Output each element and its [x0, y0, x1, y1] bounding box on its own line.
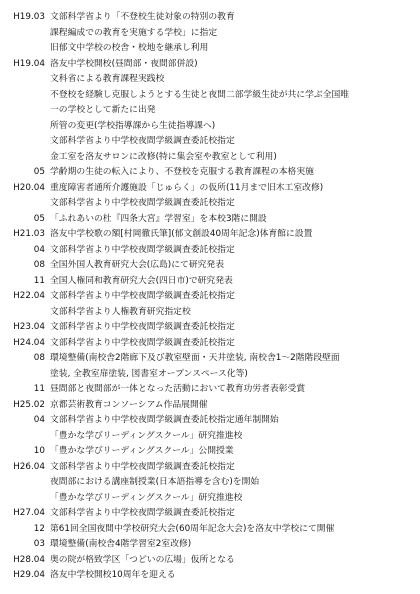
timeline-date: 05 — [33, 213, 45, 224]
timeline-row — [0, 274, 420, 290]
timeline-row — [0, 491, 420, 507]
timeline-text: 文部科学省より中学校夜間学級調査委託校指定 — [50, 461, 235, 472]
timeline-text: 文部科学省より中学校夜間学級調査委託校指定 — [50, 244, 235, 255]
timeline-text: 一の学校として新たに出発 — [50, 105, 156, 115]
timeline-text: 課程編成での教育を実施する学校」に指定 — [50, 27, 218, 38]
timeline-row — [0, 382, 420, 398]
timeline-row — [0, 537, 420, 553]
timeline-text: 文部科学省より中学校夜間学級調査委託校指定 — [50, 508, 235, 518]
timeline-row — [0, 212, 420, 228]
timeline-text: 文科省による教育課程実践校 — [50, 74, 165, 84]
timeline-text: 環境整備(南校舎4階学習室2室改修) — [50, 539, 192, 549]
timeline-text: 文部科学省より中学校夜間学級調査委託校指定 — [50, 136, 235, 146]
timeline-text: 文部科学省より中学校夜間学級調査委託校指定 — [50, 322, 235, 332]
timeline-row — [0, 568, 420, 584]
timeline-text: 奥の院が格致学区「つどいの広場」仮所となる — [50, 554, 235, 565]
timeline-date: H28.04 — [13, 554, 45, 565]
timeline-date: H22.04 — [13, 291, 45, 301]
timeline-text: 「豊かな学びリーディングスクール」公開授業 — [50, 446, 234, 456]
timeline-text: 文部科学省より中学校夜間学級調査委託校指定 — [50, 198, 235, 208]
timeline-text: 文部科学省より中学校夜間学級調査委託校指定 — [50, 291, 235, 301]
timeline-text: 京都芸術教育コンソーシアム作品展開催 — [50, 399, 208, 410]
timeline-row — [0, 367, 420, 383]
timeline-text: 塗装, 全教室扉塗装, 図書室オープンスペース化等) — [50, 368, 248, 379]
timeline-row — [0, 57, 420, 73]
timeline-text: 「豊かな学びリーディングスクール」研究推進校 — [50, 430, 243, 441]
timeline-row — [0, 41, 420, 57]
timeline-date: H26.04 — [13, 461, 45, 472]
timeline-row — [0, 305, 420, 321]
timeline-date: H20.04 — [13, 182, 45, 193]
timeline-row — [0, 134, 420, 150]
timeline-row — [0, 103, 420, 119]
timeline-date: H27.04 — [13, 508, 45, 518]
timeline-text: 洛友中学校歌の額[村岡徹氏筆](郁文創設40周年記念)体育館に設置 — [50, 229, 313, 239]
timeline-row — [0, 26, 420, 42]
timeline-text: 金工室を洛友サロンに改修(特に集会室や教室として利用) — [50, 151, 277, 162]
timeline-date: H19.04 — [13, 58, 45, 69]
timeline-row — [0, 460, 420, 476]
timeline-row — [0, 88, 420, 104]
timeline-row — [0, 506, 420, 522]
timeline-text: 不登校を経験し克服しようとする生徒と夜間二部学級生徒が共に学ぶ全国唯 — [50, 89, 350, 100]
timeline-text: 重度障害者通所介護施設「じゅらく」の仮所(11月まで旧木工室改修) — [50, 182, 324, 193]
timeline-row — [0, 475, 420, 491]
timeline-text: 夜間部における講座制授業(日本語指導を含む)を開始 — [50, 477, 260, 487]
timeline-row — [0, 522, 420, 538]
timeline-row — [0, 553, 420, 569]
timeline-row — [0, 444, 420, 460]
timeline-text: 所管の変更(学校指導課から生徒指導課へ) — [50, 120, 216, 131]
timeline-date: 05 — [33, 167, 45, 177]
timeline-row — [0, 10, 420, 26]
timeline-text: 文部科学省より中学校夜間学級調査委託校指定 — [50, 337, 235, 348]
timeline-row — [0, 429, 420, 445]
timeline-date: H29.04 — [13, 570, 45, 580]
timeline-date: 08 — [33, 353, 45, 363]
timeline-row — [0, 227, 420, 243]
timeline-row — [0, 196, 420, 212]
timeline-date: H23.04 — [13, 322, 45, 332]
timeline-row — [0, 181, 420, 197]
timeline-date: 03 — [33, 539, 45, 549]
timeline-row — [0, 119, 420, 135]
timeline-text: 洛友中学校開校(昼間部・夜間部併設) — [50, 58, 198, 69]
timeline-date: 04 — [33, 244, 45, 255]
timeline-text: 第61回全国夜間中学校研究大会(60周年記念大会)を洛友中学校にて開催 — [50, 523, 335, 534]
timeline-date: H25.02 — [13, 399, 45, 410]
timeline-text: 「豊かな学びリーディングスクール」研究推進校 — [50, 492, 243, 503]
timeline-text: 「ふれあいの杜『四条大宮』学習室」を本校3階に開設 — [50, 213, 267, 224]
timeline-date: 10 — [33, 446, 45, 456]
timeline-text: 全国人権同和教育研究大会(四日市)で研究発表 — [50, 275, 233, 286]
timeline-date: 12 — [33, 523, 45, 534]
timeline-text: 全国外国人教育研究大会(広島)にて研究発表 — [50, 260, 225, 270]
timeline-text: 文部科学省より中学校夜間学級調査委託校指定通年制開始 — [50, 415, 279, 425]
timeline-date: H24.04 — [13, 337, 45, 348]
timeline-row — [0, 289, 420, 305]
timeline-row — [0, 398, 420, 414]
timeline-date: 11 — [33, 275, 45, 286]
timeline-date: 04 — [33, 415, 45, 425]
timeline-date: H19.03 — [13, 12, 45, 22]
timeline-text: 昼間部と夜間部が一体となった活動において教育功労者表彰受賞 — [50, 384, 306, 394]
timeline-date: H21.03 — [13, 229, 45, 239]
timeline-date: 08 — [33, 260, 45, 270]
timeline-date: 11 — [33, 384, 45, 394]
timeline-row — [0, 320, 420, 336]
timeline-row — [0, 150, 420, 166]
timeline-row — [0, 336, 420, 352]
timeline-row — [0, 351, 420, 367]
timeline-text: 学齢期の生徒の転入により、不登校を克服する教育課程の本格実施 — [50, 167, 314, 177]
timeline-row — [0, 258, 420, 274]
timeline-text: 文部科学省より「不登校生徒対象の特別の教育 — [50, 12, 235, 22]
timeline-text: 旧郁文中学校の校舎・校地を継承し利用 — [50, 43, 209, 53]
timeline-row — [0, 165, 420, 181]
timeline-row — [0, 413, 420, 429]
timeline-row — [0, 72, 420, 88]
timeline-row — [0, 243, 420, 259]
timeline-text: 環境整備(南校舎2階廊下及び教室壁面・天井塗装, 南校舎1～2階階段壁面 — [50, 353, 340, 363]
timeline-text: 洛友中学校開校10周年を迎える — [50, 570, 176, 580]
timeline-text: 文部科学省より人権教育研究指定校 — [50, 306, 191, 317]
